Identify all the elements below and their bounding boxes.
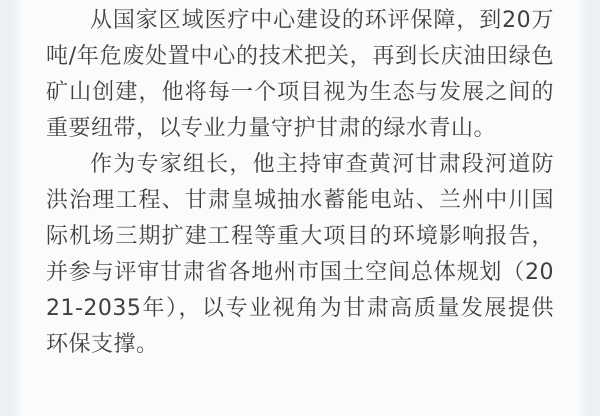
article-paragraph: 从国家区域医疗中心建设的环评保障，到20万吨/年危废处置中心的技术把关，再到长庆油田绿色矿山创建，他将每一个项目视为生态与发展之间的重要纽带，以专业力量守护甘肃的绿水青山。: [46, 8, 554, 141]
article-page: [26, 0, 574, 416]
article-body: [46, 3, 554, 363]
article-paragraph: 作为专家组长，他主持审查黄河甘肃段河道防洪治理工程、甘肃皇城抽水蓄能电站、兰州中川国际机场三期扩建工程等重大项目的环境影响报告，并参与评审甘肃省各地州市国土空间总体规划（2021-2035年），以专业视角为甘肃高质量发展提供环保支撑。: [46, 152, 554, 357]
